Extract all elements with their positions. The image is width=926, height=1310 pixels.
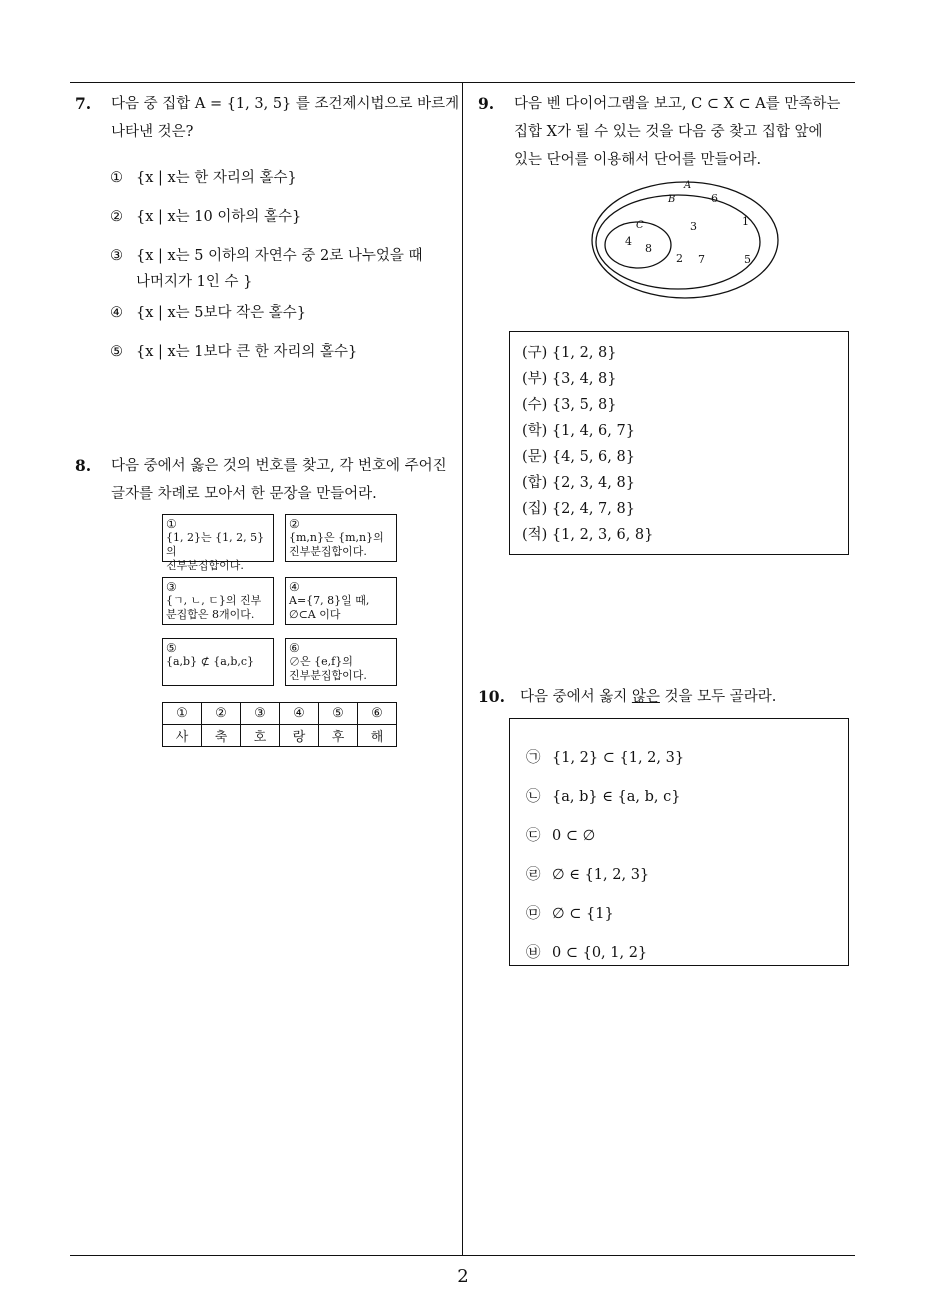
statement-text: 0 ⊂ ∅ (552, 828, 596, 844)
key-number: ⑤ (319, 703, 358, 725)
statement-text: ∅ ⊂ {1} (552, 906, 614, 922)
venn-element: 6 (711, 192, 718, 205)
choice-item[interactable]: (문) {4, 5, 6, 8} (522, 449, 635, 465)
statement-number: ⑤ (166, 641, 177, 655)
stem-text: 것을 모두 골라라. (659, 689, 777, 705)
statement-box-6 (285, 638, 397, 686)
key-char: 후 (319, 725, 358, 747)
question-stem-line: 다음 중에서 옳은 것의 번호를 찾고, 각 번호에 주어진 (111, 458, 447, 474)
question-8 (75, 452, 460, 508)
venn-element: 2 (676, 252, 683, 265)
statement-text: ∅⊂A 이다 (289, 608, 341, 621)
key-number: ② (202, 703, 241, 725)
statement-item[interactable] (526, 895, 848, 934)
statement-number: ② (289, 517, 300, 531)
venn-element: 4 (625, 235, 632, 248)
stem-emphasis: 않은 (631, 689, 660, 705)
venn-element: 7 (698, 253, 705, 266)
statement-item[interactable] (526, 856, 848, 895)
question-stem-line: 집합 X가 될 수 있는 것을 다음 중 찾고 집합 앞에 (514, 124, 823, 140)
option-mark: ⑤ (110, 344, 123, 360)
question-stem-line: 다음 벤 다이어그램을 보고, C ⊂ X ⊂ A를 만족하는 (514, 96, 841, 112)
statement-text: {ㄱ, ㄴ, ㄷ}의 진부 (166, 594, 262, 607)
statements-box (509, 718, 849, 966)
key-number: ③ (241, 703, 280, 725)
key-number: ⑥ (358, 703, 397, 725)
choice-item[interactable]: (구) {1, 2, 8} (522, 345, 617, 361)
key-header-row (163, 703, 397, 725)
venn-element: 8 (645, 242, 652, 255)
question-10 (478, 683, 863, 711)
option-text: 나머지가 1인 수 } (136, 274, 253, 290)
option-text: {x | x는 10 이하의 홀수} (136, 209, 302, 225)
option-2[interactable] (110, 204, 450, 230)
statement-number: ⑥ (289, 641, 300, 655)
question-number: 8. (75, 456, 92, 475)
statement-mark: ㉠ (526, 750, 541, 766)
stem-text: 다음 중에서 옳지 (520, 689, 632, 705)
key-char: 축 (202, 725, 241, 747)
choice-item[interactable]: (학) {1, 4, 6, 7} (522, 423, 635, 439)
statement-text: 진부분집합이다. (166, 559, 244, 572)
question-stem (478, 683, 863, 711)
statement-text: {a, b} ∈ {a, b, c} (552, 789, 681, 805)
statement-box-1 (162, 514, 274, 572)
statement-text: 분집합은 8개이다. (166, 608, 255, 621)
set-c-label: C (636, 220, 644, 231)
question-stem-line: 나타낸 것은? (111, 124, 194, 140)
key-char: 해 (358, 725, 397, 747)
question-9 (478, 90, 863, 174)
statement-number: ① (166, 517, 177, 531)
statement-text: {1, 2} ⊂ {1, 2, 3} (552, 750, 685, 766)
option-text: {x | x는 1보다 큰 한 자리의 홀수} (136, 344, 358, 360)
statement-mark: ㉢ (526, 828, 541, 844)
option-text: {x | x는 5 이하의 자연수 중 2로 나누었을 때 (136, 248, 423, 264)
venn-element: 5 (744, 253, 751, 266)
choice-item[interactable]: (수) {3, 5, 8} (522, 397, 617, 413)
statement-item[interactable] (526, 934, 848, 973)
option-3[interactable] (110, 243, 450, 295)
question-number: 9. (478, 94, 495, 113)
statement-box-2 (285, 514, 397, 562)
key-char-row (163, 725, 397, 747)
statement-box-4 (285, 577, 397, 625)
page-number: 2 (457, 1266, 469, 1287)
question-stem-line: 글자를 차례로 모아서 한 문장을 만들어라. (111, 486, 377, 502)
column-divider (462, 82, 463, 1256)
venn-element: 3 (690, 220, 697, 233)
choice-item[interactable]: (합) {2, 3, 4, 8} (522, 475, 635, 491)
option-text: {x | x는 5보다 작은 홀수} (136, 305, 307, 321)
statement-text: ∅ ∈ {1, 2, 3} (552, 867, 650, 883)
bottom-rule (70, 1255, 855, 1256)
question-number: 7. (75, 94, 92, 113)
option-mark: ③ (110, 248, 123, 264)
statement-item[interactable] (526, 778, 848, 817)
key-number: ④ (280, 703, 319, 725)
option-text: {x | x는 한 자리의 홀수} (136, 170, 297, 186)
set-a-ellipse (592, 182, 778, 298)
statement-mark: ㉡ (526, 789, 541, 805)
option-4[interactable] (110, 300, 450, 326)
option-5[interactable] (110, 339, 450, 365)
option-mark: ① (110, 170, 123, 186)
option-mark: ④ (110, 305, 123, 321)
question-number: 10. (478, 687, 505, 706)
statement-number: ④ (289, 580, 300, 594)
question-stem-line: 다음 중 집합 A = {1, 3, 5} 를 조건제시법으로 바르게 (111, 96, 460, 112)
choices-box (509, 331, 849, 555)
statement-text: 진부분집합이다. (289, 545, 367, 558)
key-char: 랑 (280, 725, 319, 747)
statement-mark: ㉤ (526, 906, 541, 922)
choice-item[interactable]: (부) {3, 4, 8} (522, 371, 617, 387)
option-1[interactable] (110, 165, 450, 191)
statement-item[interactable] (526, 739, 848, 778)
answer-key-table (162, 702, 397, 747)
question-7 (75, 90, 460, 146)
choice-item[interactable]: (적) {1, 2, 3, 6, 8} (522, 527, 654, 543)
statement-item[interactable] (526, 817, 848, 856)
set-b-label: B (668, 194, 676, 205)
option-mark: ② (110, 209, 123, 225)
statement-number: ③ (166, 580, 177, 594)
statement-text: A={7, 8}일 때, (289, 594, 370, 607)
statement-text: ∅은 {e,f}의 (289, 655, 353, 668)
statement-box-3 (162, 577, 274, 625)
question-stem-line: 있는 단어를 이용해서 단어를 만들어라. (514, 152, 762, 168)
statement-text: {a,b} ⊄ {a,b,c} (166, 655, 255, 668)
statement-text: {m,n}은 {m,n}의 (289, 531, 384, 544)
key-char: 호 (241, 725, 280, 747)
statement-mark: ㉣ (526, 867, 541, 883)
set-a-label: A (684, 180, 692, 191)
venn-element: 1 (742, 215, 749, 228)
venn-diagram (590, 178, 780, 302)
key-number: ① (163, 703, 202, 725)
statement-text: 0 ⊂ {0, 1, 2} (552, 945, 648, 961)
statement-text: 진부분집합이다. (289, 669, 367, 682)
statement-mark: ㉥ (526, 945, 541, 961)
statement-box-5 (162, 638, 274, 686)
key-char: 사 (163, 725, 202, 747)
statement-text: {1, 2}는 {1, 2, 5}의 (166, 531, 265, 558)
choice-item[interactable]: (집) {2, 4, 7, 8} (522, 501, 635, 517)
set-b-ellipse (596, 195, 760, 289)
